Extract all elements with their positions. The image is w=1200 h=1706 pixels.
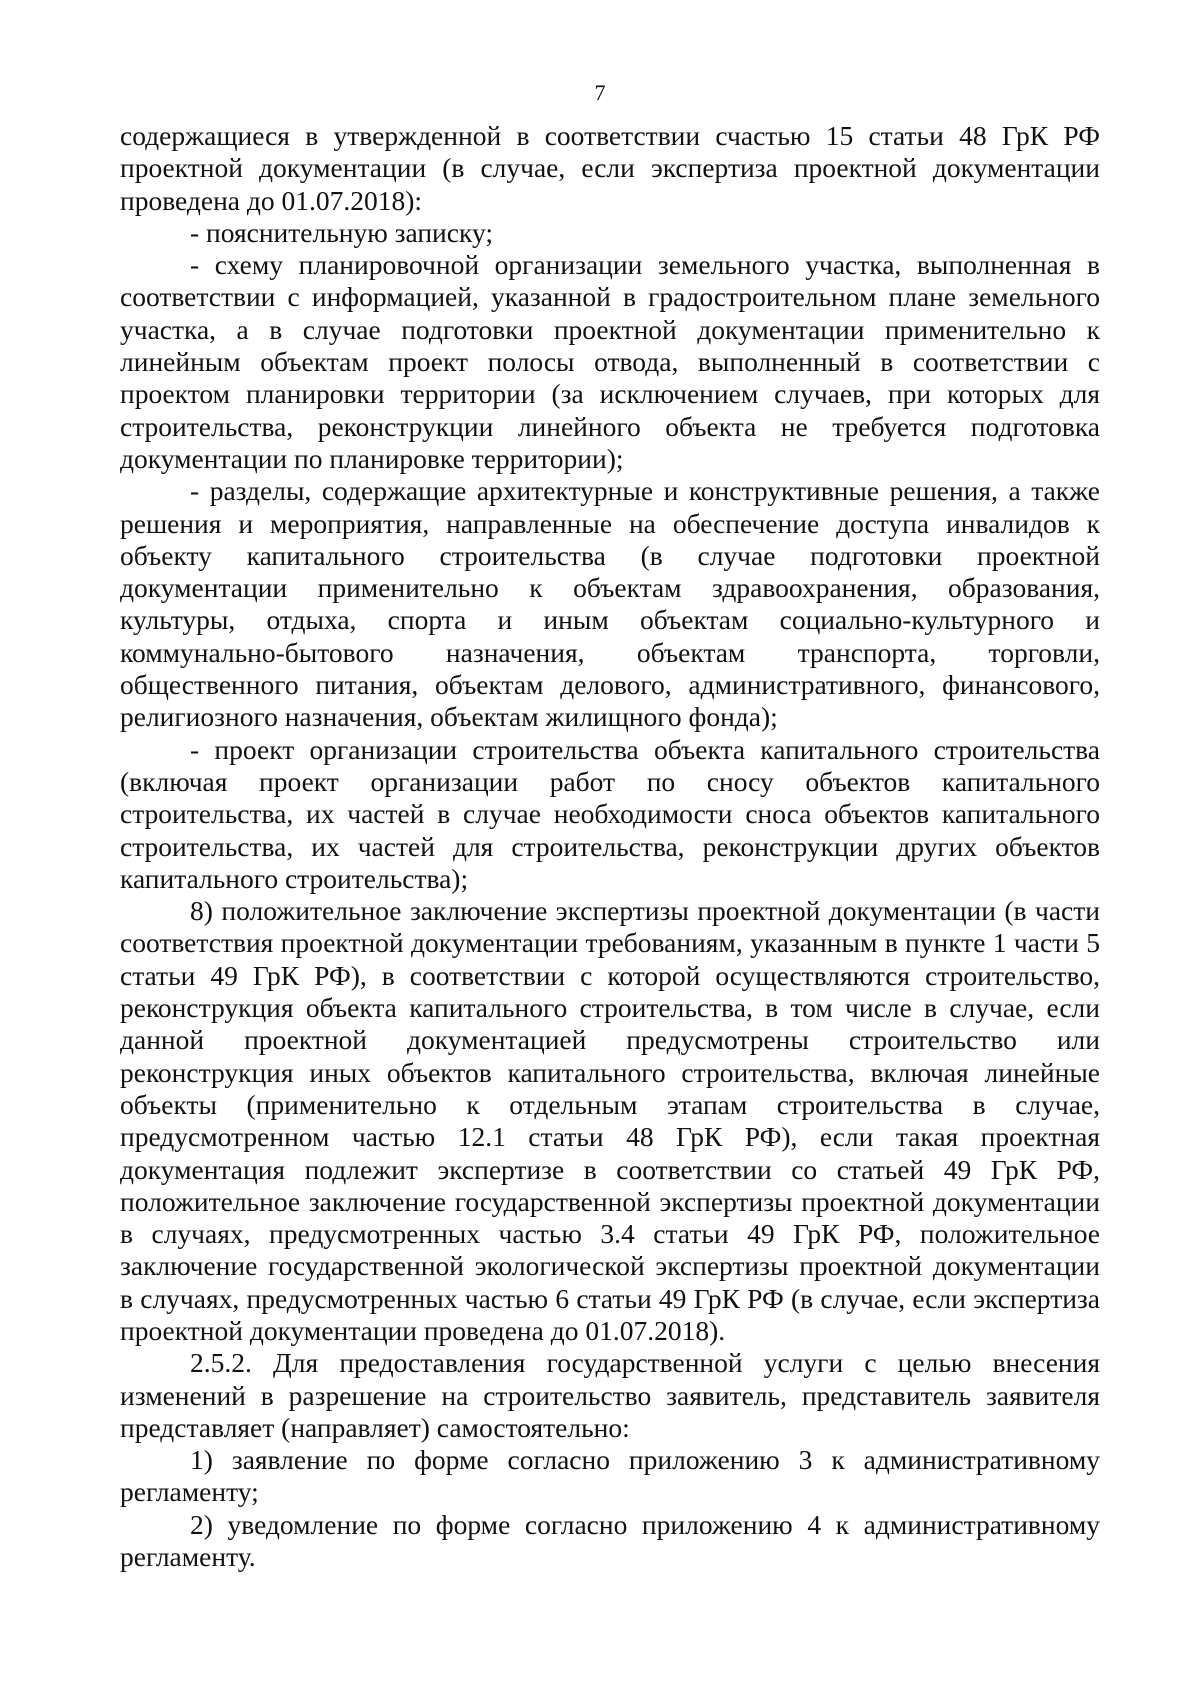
document-body bbox=[120, 120, 1100, 1573]
page-number: 7 bbox=[594, 80, 606, 105]
paragraph-item-2-notification: 2) уведомление по форме согласно приложению 4 к административному регламенту. bbox=[120, 1508, 1100, 1573]
list-item-site-plan-scheme: - схему планировочной организации земельного участка, выполненная в соответствии с информацией, указанной в градостроительном плане земельного участка, а в случае подготовки проектной документации применительно к линейным объектам проект полосы отвода, выполненный в соответствии с проектом планировки территории (за исключением случаев, при которых для строительства, реконструкции линейного объекта не требуется подготовка документации по планировке территории); bbox=[120, 249, 1100, 474]
list-item-construction-organization: - проект организации строительства объекта капитального строительства (включая проект организации работ по сносу объектов капитального строительства, их частей в случае необходимости сноса объектов капитального строительства, их частей для строительства, реконструкции других объектов капитального строительства); bbox=[120, 733, 1100, 894]
paragraph-2-5-2: 2.5.2. Для предоставления государственной услуги с целью внесения изменений в разрешение на строительство заявитель, представитель заявителя представляет (направляет) самостоятельно: bbox=[120, 1347, 1100, 1443]
list-item-architectural-sections: - разделы, содержащие архитектурные и конструктивные решения, а также решения и мероприятия, направленные на обеспечение доступа инвалидов к объекту капитального строительства (в случае подготовки проектной документации применительно к объектам здравоохранения, образования, культуры, отдыха, спорта и иным объектам социально-культурного и коммунально-бытового назначения, объектам транспорта, торговли, общественного питания, объектам делового, административного, финансового, религиозного назначения, объектам жилищного фонда); bbox=[120, 475, 1100, 733]
paragraph-continuation: содержащиеся в утвержденной в соответствии счастью 15 статьи 48 ГрК РФ проектной документации (в случае, если экспертиза проектной документации проведена до 01.07.2018): bbox=[120, 120, 1100, 216]
paragraph-item-8-expert-conclusion: 8) положительное заключение экспертизы проектной документации (в части соответствия проектной документации требованиям, указанным в пункте 1 части 5 статьи 49 ГрК РФ), в соответствии с которой осуществляются строительство, реконструкция объекта капитального строительства, в том числе в случае, если данной проектной документацией предусмотрены строительство или реконструкция иных объектов капитального строительства, включая линейные объекты (применительно к отдельным этапам строительства в случае, предусмотренном частью 12.1 статьи 48 ГрК РФ), если такая проектная документация подлежит экспертизе в соответствии со статьей 49 ГрК РФ, положительное заключение государственной экспертизы проектной документации в случаях, предусмотренных частью 3.4 статьи 49 ГрК РФ, положительное заключение государственной экологической экспертизы проектной документации в случаях, предусмотренных частью 6 статьи 49 ГрК РФ (в случае, если экспертиза проектной документации проведена до 01.07.2018). bbox=[120, 895, 1100, 1346]
paragraph-item-1-application: 1) заявление по форме согласно приложению 3 к административному регламенту; bbox=[120, 1444, 1100, 1508]
list-item-explanatory-note: - пояснительную записку; bbox=[190, 216, 493, 248]
